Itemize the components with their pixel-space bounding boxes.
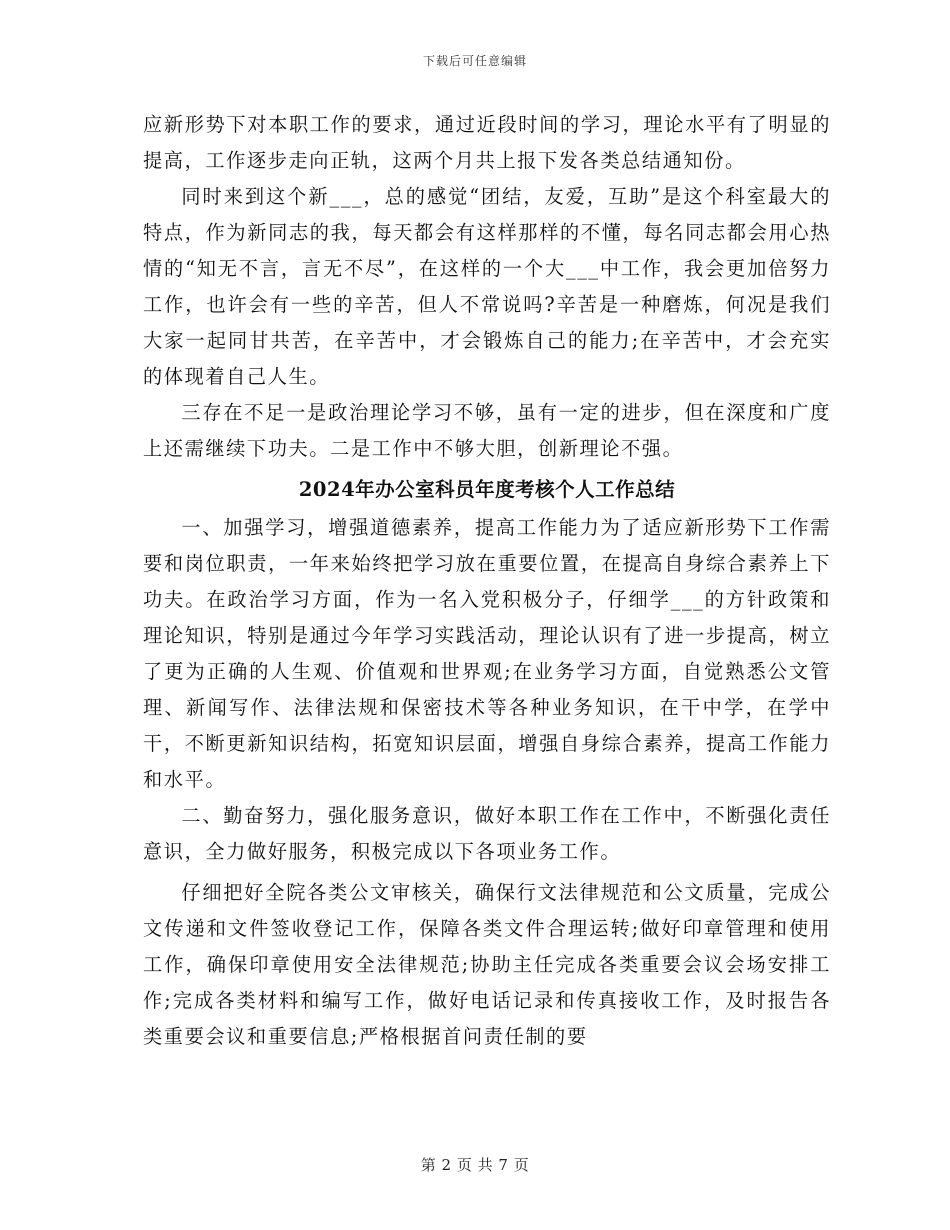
header-note: 下载后可任意编辑 <box>422 54 527 68</box>
paragraph-strengthen-learning: 一、加强学习，增强道德素养，提高工作能力为了适应新形势下工作需要和岗位职责，一年来始终把学习放在重要位置，在提高自身综合素养上下功夫。在政治学习方面，作为一名入党积极分子，仔细学___的方针政策和理论知识，特别是通过今年学习实践活动，理论认识有了进一步提高，树立了更为正确的人生观、价值观和世界观;在业务学习方面，自觉熟悉公文管理、新闻写作、法律法规和保密技术等各种业务知识，在干中学，在学中干，不断更新知识结构，拓宽知识层面，增强自身综合素养，提高工作能力和水平。 <box>143 516 831 791</box>
paragraph-continuation: 应新形势下对本职工作的要求，通过近段时间的学习，理论水平有了明显的提高，工作逐步走向正轨，这两个月共上报下发各类总结通知份。 <box>143 113 831 172</box>
paragraph-service-awareness: 二、勤奋努力，强化服务意识，做好本职工作在工作中，不断强化责任意识，全力做好服务，积极完成以下各项业务工作。 <box>143 804 831 863</box>
paragraph-team-atmosphere: 同时来到这个新___，总的感觉“团结，友爱，互助”是这个科室最大的特点，作为新同志的我，每天都会有这样那样的不懂，每名同志都会用心热情的“知无不言，言无不尽”，在这样的一个大___中工作，我会更加倍努力工作，也许会有一些的辛苦，但人不常说吗?辛苦是一种磨炼，何况是我们大家一起同甘共苦，在辛苦中，才会锻炼自己的能力;在辛苦中，才会充实的体现着自己人生。 <box>143 185 831 388</box>
section-title: 2024年办公室科员年度考核个人工作总结 <box>298 478 676 501</box>
document-body <box>143 107 831 1055</box>
page-number: 第 2 页 共 7 页 <box>420 1156 530 1174</box>
paragraph-document-review: 仔细把好全院各类公文审核关，确保行文法律规范和公文质量，完成公文传递和文件签收登记工作，保障各类文件合理运转;做好印章管理和使用工作，确保印章使用安全法律规范;协助主任完成各类重要会议会场安排工作;完成各类材料和编写工作，做好电话记录和传真接收工作，及时报告各类重要会议和重要信息;严格根据首问责任制的要 <box>143 881 831 1048</box>
paragraph-shortcomings: 三存在不足一是政治理论学习不够，虽有一定的进步，但在深度和广度上还需继续下功夫。二是工作中不够大胆，创新理论不强。 <box>143 401 831 460</box>
